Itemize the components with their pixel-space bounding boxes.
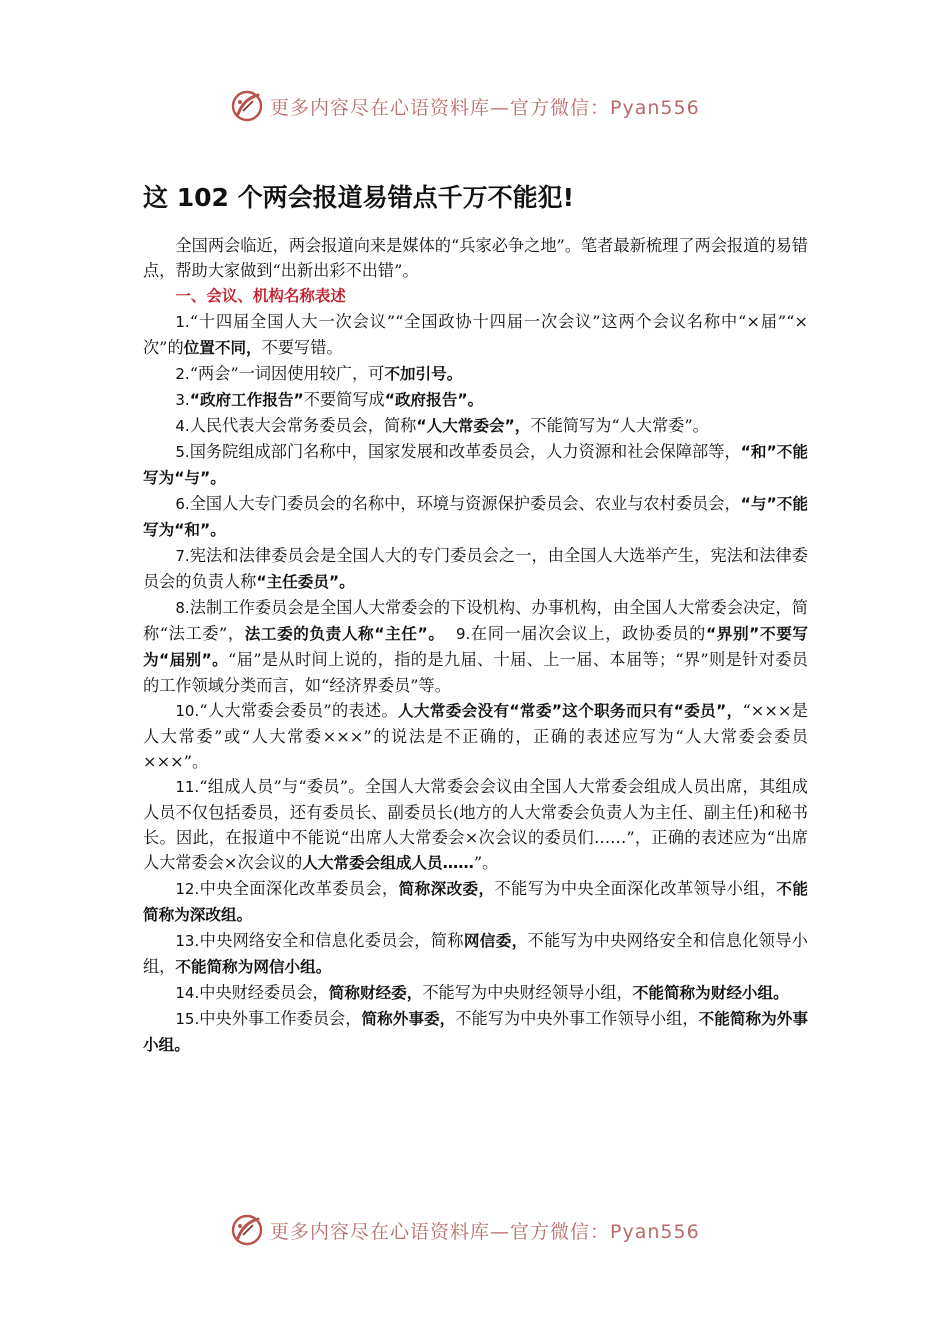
logo-icon [230, 1213, 264, 1247]
list-item: 10.“人大常委会委员”的表述。人大常委会没有“常委”这个职务而只有“委员”，“×××是人大常委”或“人大常委×××”的说法是不正确的，正确的表述应写为“人大常委会委员×××”。 [143, 701, 809, 771]
list-item: 4.人民代表大会常务委员会，简称“人大常委会”，不能简写为“人大常委”。 [175, 416, 709, 435]
list-item: 8.法制工作委员会是全国人大常委会的下设机构、办事机构，由全国人大常委会决定，简称“法工委”，法工委的负责人称“主任”。 9.在同一届次会议上，政协委员的“界别”不要写为“届别”。“届”是从时间上说的，指的是九届、十届、上一届、本届等；“界”则是针对委员的工作领域分类而言，如“经济界委员”等。 [143, 598, 809, 695]
list-item: 2.“两会”一词因使用较广，可不加引号。 [175, 364, 463, 383]
logo-icon [230, 89, 264, 123]
list-item: 11.“组成人员”与“委员”。全国人大常委会会议由全国人大常委会组成人员出席，其组成人员不仅包括委员，还有委员长、副委员长(地方的人大常委会负责人为主任、副主任)和秘书长。因此，在报道中不能说“出席人大常委会×次会议的委员们……”，正确的表述应为“出席人大常委会×次会议的人大常委会组成人员……”。 [143, 777, 808, 872]
list-item: 5.国务院组成部门名称中，国家发展和改革委员会，人力资源和社会保障部等，“和”不能写为“与”。 [143, 442, 809, 487]
list-item: 13.中央网络安全和信息化委员会，简称网信委，不能写为中央网络安全和信息化领导小组，不能简称为网信小组。 [143, 931, 808, 976]
article-body [143, 233, 808, 1058]
list-item: 6.全国人大专门委员会的名称中，环境与资源保护委员会、农业与农村委员会，“与”不能写为“和”。 [143, 494, 809, 539]
list-item: 3.“政府工作报告”不要简写成“政府报告”。 [175, 390, 484, 409]
list-item: 14.中央财经委员会，简称财经委，不能写为中央财经领导小组，不能简称为财经小组。 [175, 983, 789, 1002]
list-item: 15.中央外事工作委员会，简称外事委，不能写为中央外事工作领导小组，不能简称为外事小组。 [143, 1009, 809, 1054]
intro-paragraph: 全国两会临近，两会报道向来是媒体的“兵家必争之地”。笔者最新梳理了两会报道的易错点，帮助大家做到“出新出彩不出错”。 [143, 236, 808, 280]
list-item: 7.宪法和法律委员会是全国人大的专门委员会之一，由全国人大选举产生，宪法和法律委员会的负责人称“主任委员”。 [143, 546, 808, 591]
list-item: 1.“十四届全国人大一次会议”“全国政协十四届一次会议”这两个会议名称中“×届”“×次”的位置不同，不要写错。 [143, 312, 808, 357]
section-heading: 一、会议、机构名称表述 [175, 287, 346, 305]
page-title: 这 102 个两会报道易错点千万不能犯! [143, 183, 574, 212]
banner-text: 更多内容尽在心语资料库—官方微信：Pyan556 [270, 96, 700, 119]
header-banner [230, 88, 750, 124]
list-item: 12.中央全面深化改革委员会，简称深改委，不能写为中央全面深化改革领导小组，不能简称为深改组。 [143, 879, 808, 924]
footer-banner [230, 1212, 750, 1248]
banner-text: 更多内容尽在心语资料库—官方微信：Pyan556 [270, 1220, 700, 1243]
